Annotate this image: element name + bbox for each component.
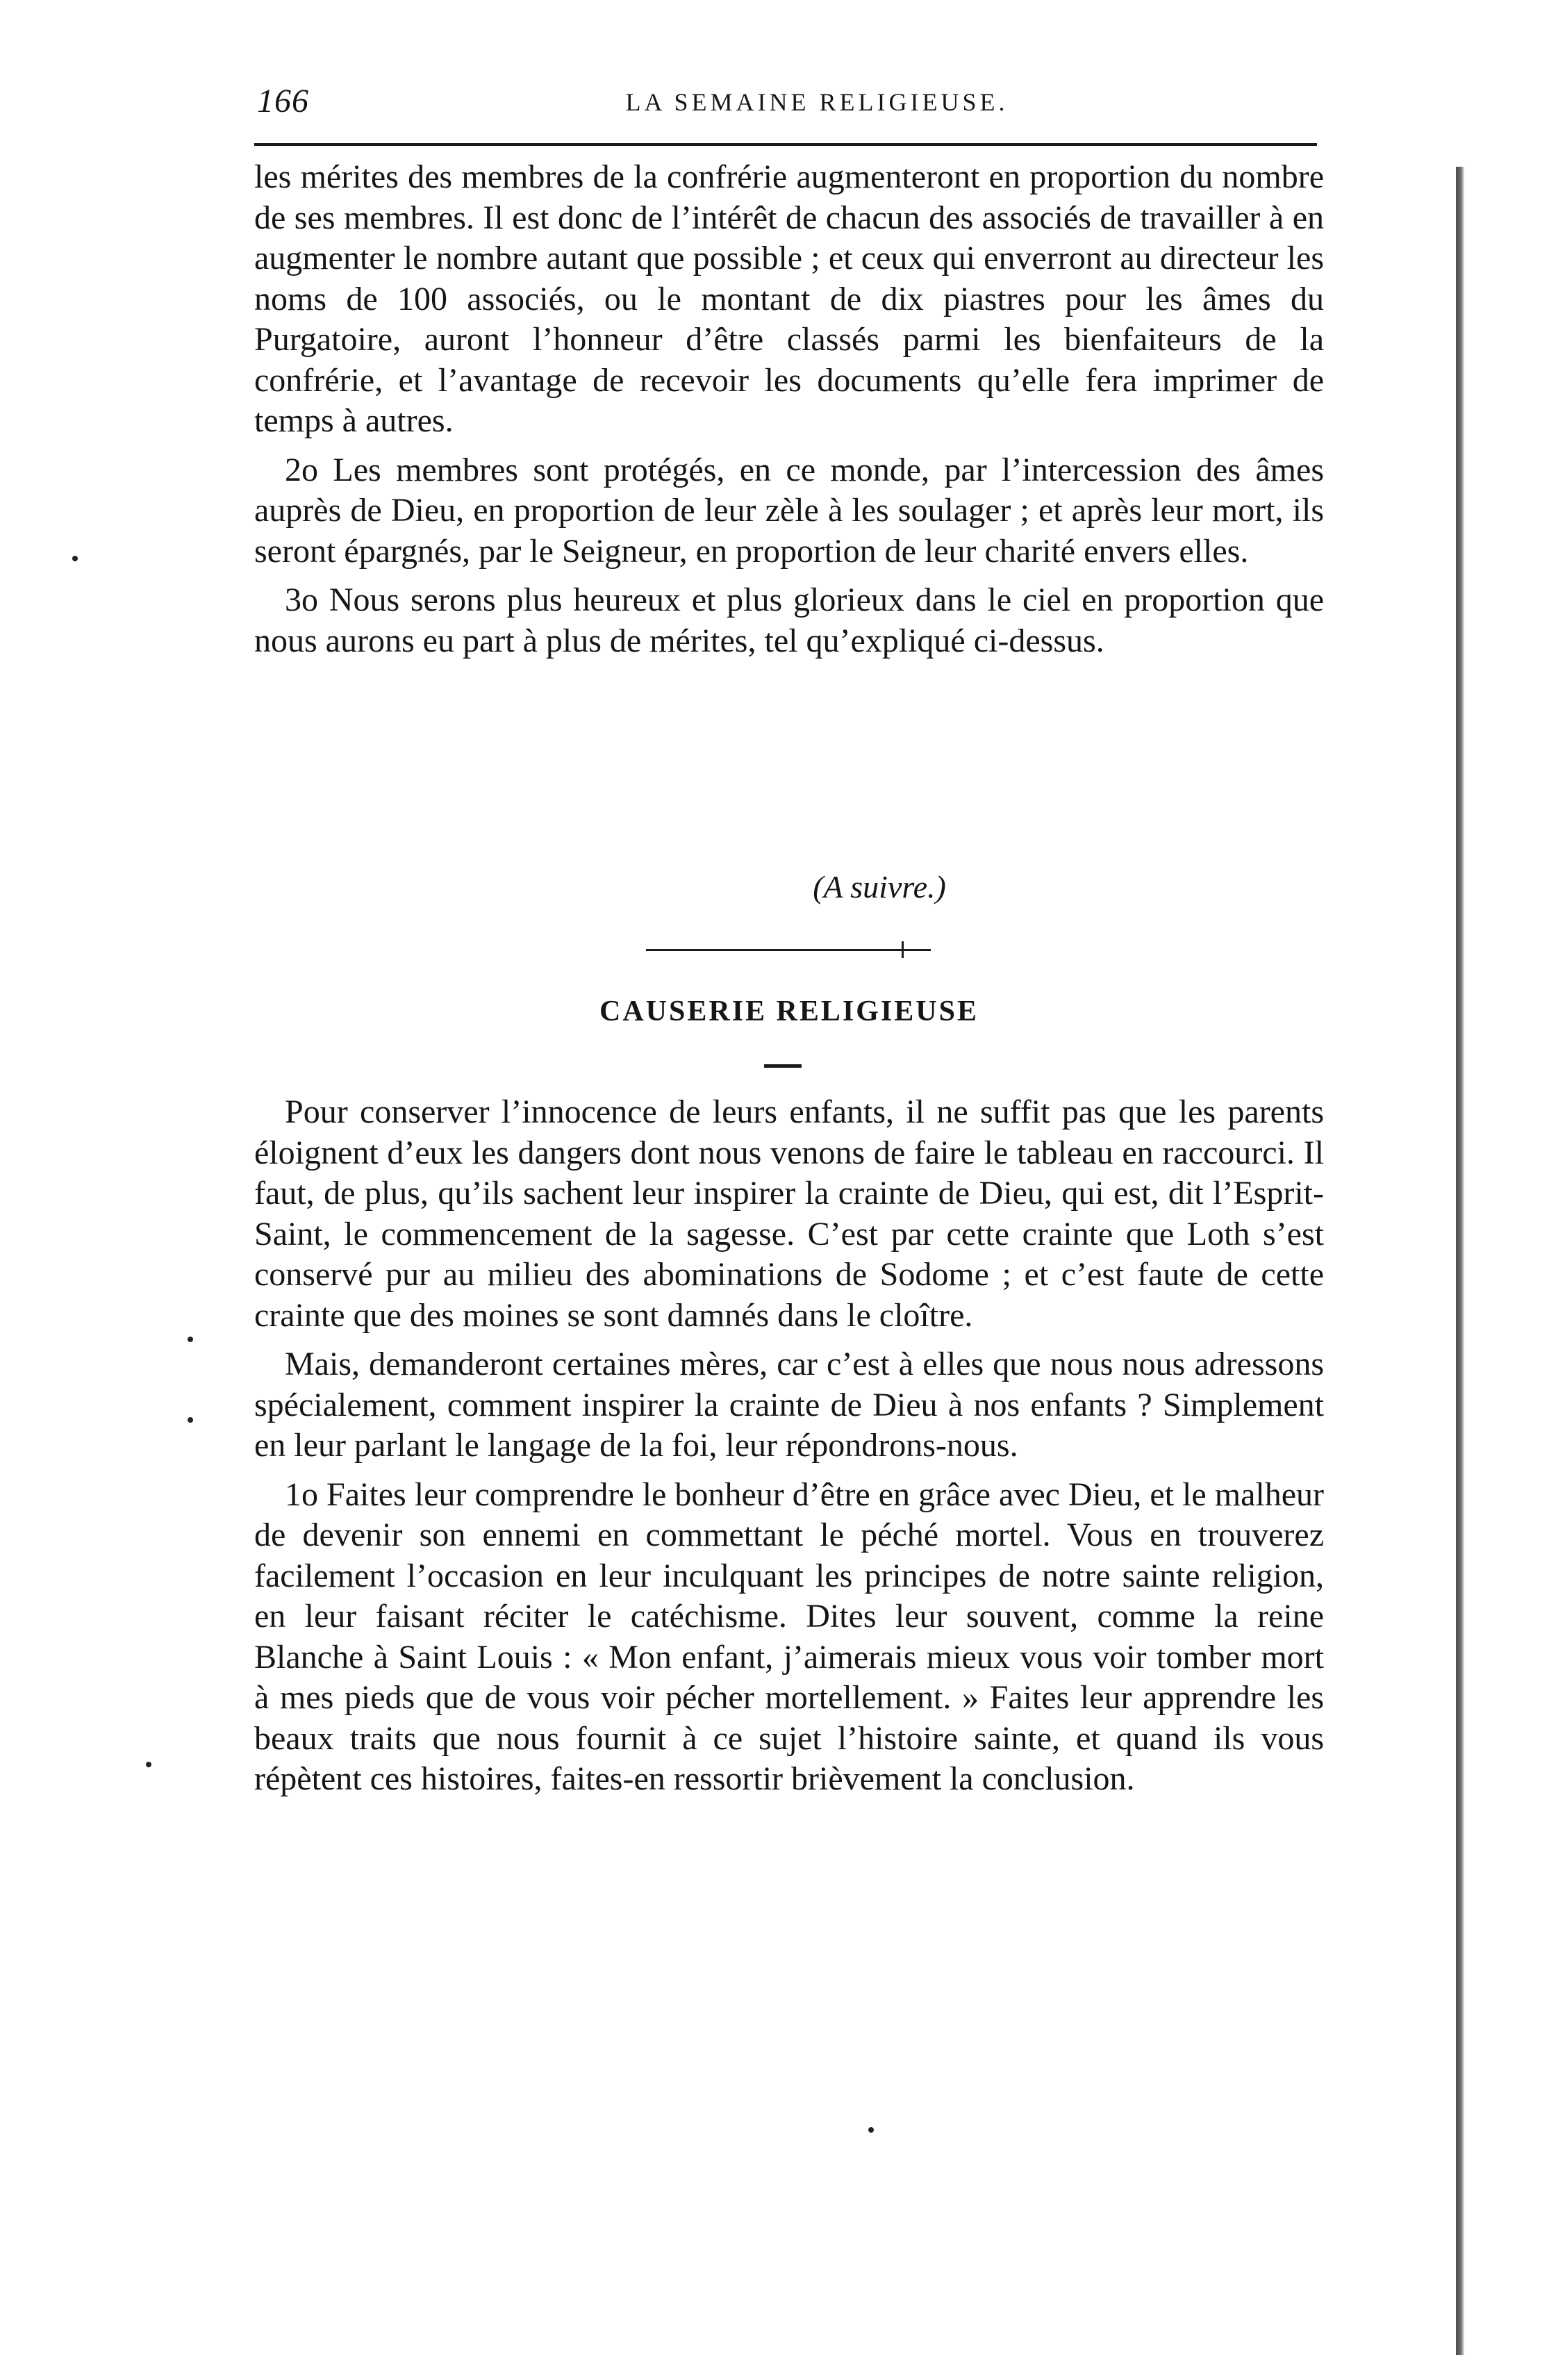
to-be-continued-text: (A suivre.) bbox=[813, 869, 946, 904]
heading-dash bbox=[764, 1064, 802, 1068]
continuation-text bbox=[254, 157, 1324, 661]
section-paragraph-2: Mais, demanderont certaines mères, car c’est à elles que nous nous adressons spécialement, comment inspirer la crainte de Dieu à nos enfants ? Simplement en leur parlant le langage de la foi, leur répondrons-nous. bbox=[254, 1346, 1324, 1464]
section-divider bbox=[646, 949, 931, 951]
page-header bbox=[254, 82, 1317, 138]
to-be-continued bbox=[254, 868, 1324, 905]
scan-speck bbox=[188, 1417, 193, 1423]
scan-speck bbox=[146, 1762, 151, 1767]
section-text bbox=[254, 1092, 1324, 1800]
page-number: 166 bbox=[257, 83, 309, 119]
header-rule bbox=[254, 143, 1317, 146]
scan-speck bbox=[188, 1337, 193, 1342]
scan-speck bbox=[72, 556, 78, 561]
section-paragraph-1: Pour conserver l’innocence de leurs enfants, il ne suffit pas que les parents éloignent d’eux les dangers dont nous venons de faire le tableau en raccourci. Il faut, de plus, qu’ils sachent leur inspirer la crainte de Dieu, qui est, dit l’Esprit-Saint, le commencement de la sagesse. C’est par cette crainte que Loth s’est conservé pur au milieu des abominations de Sodome ; et c’est faute de cette crainte que des moines se sont damnés dans le cloître. bbox=[254, 1093, 1324, 1334]
continuation-paragraph-3: 3o Nous serons plus heureux et plus glorieux dans le ciel en proportion que nous aurons eu part à plus de mérites, tel qu’expliqué ci-dessus. bbox=[254, 581, 1324, 659]
continuation-paragraph-2: 2o Les membres sont protégés, en ce monde, par l’intercession des âmes auprès de Dieu, en proportion de leur zèle à les soulager ; et après leur mort, ils seront épargnés, par le Seigneur, en proportion de leur charité envers elles. bbox=[254, 451, 1324, 570]
continuation-paragraph-1: les mérites des membres de la confrérie augmenteront en proportion du nombre de ses membres. Il est donc de l’intérêt de chacun des associés de travailler à en augmenter le nombre autant que possible ; et ceux qui enverront au directeur les noms de 100 associés, ou le montant de dix piastres pour les âmes du Purgatoire, auront l’honneur d’être classés parmi les bienfaiteurs de la confrérie, et l’avantage de recevoir les documents qu’elle fera imprimer de temps à autres. bbox=[254, 158, 1324, 439]
scan-edge-shadow bbox=[1456, 167, 1464, 2355]
running-title: LA SEMAINE RELIGIEUSE. bbox=[625, 88, 1009, 116]
section-paragraph-3: 1o Faites leur comprendre le bonheur d’être en grâce avec Dieu, et le malheur de devenir son ennemi en commettant le péché mortel. Vous en trouverez facilement l’occasion en leur inculquant les principes de notre sainte religion, en leur faisant réciter le catéchisme. Dites leur souvent, comme la reine Blanche à Saint Louis : « Mon enfant, j’aimerais mieux vous voir tomber mort à mes pieds que de vous voir pécher mortellement. » Faites leur apprendre les beaux traits que nous fournit à ce sujet l’histoire sainte, et quand ils vous répètent ces histoires, faites-en ressortir brièvement la conclusion. bbox=[254, 1476, 1324, 1797]
scan-speck bbox=[868, 2127, 874, 2133]
section-heading: CAUSERIE RELIGIEUSE bbox=[599, 995, 979, 1027]
section-divider-tick bbox=[902, 941, 904, 958]
